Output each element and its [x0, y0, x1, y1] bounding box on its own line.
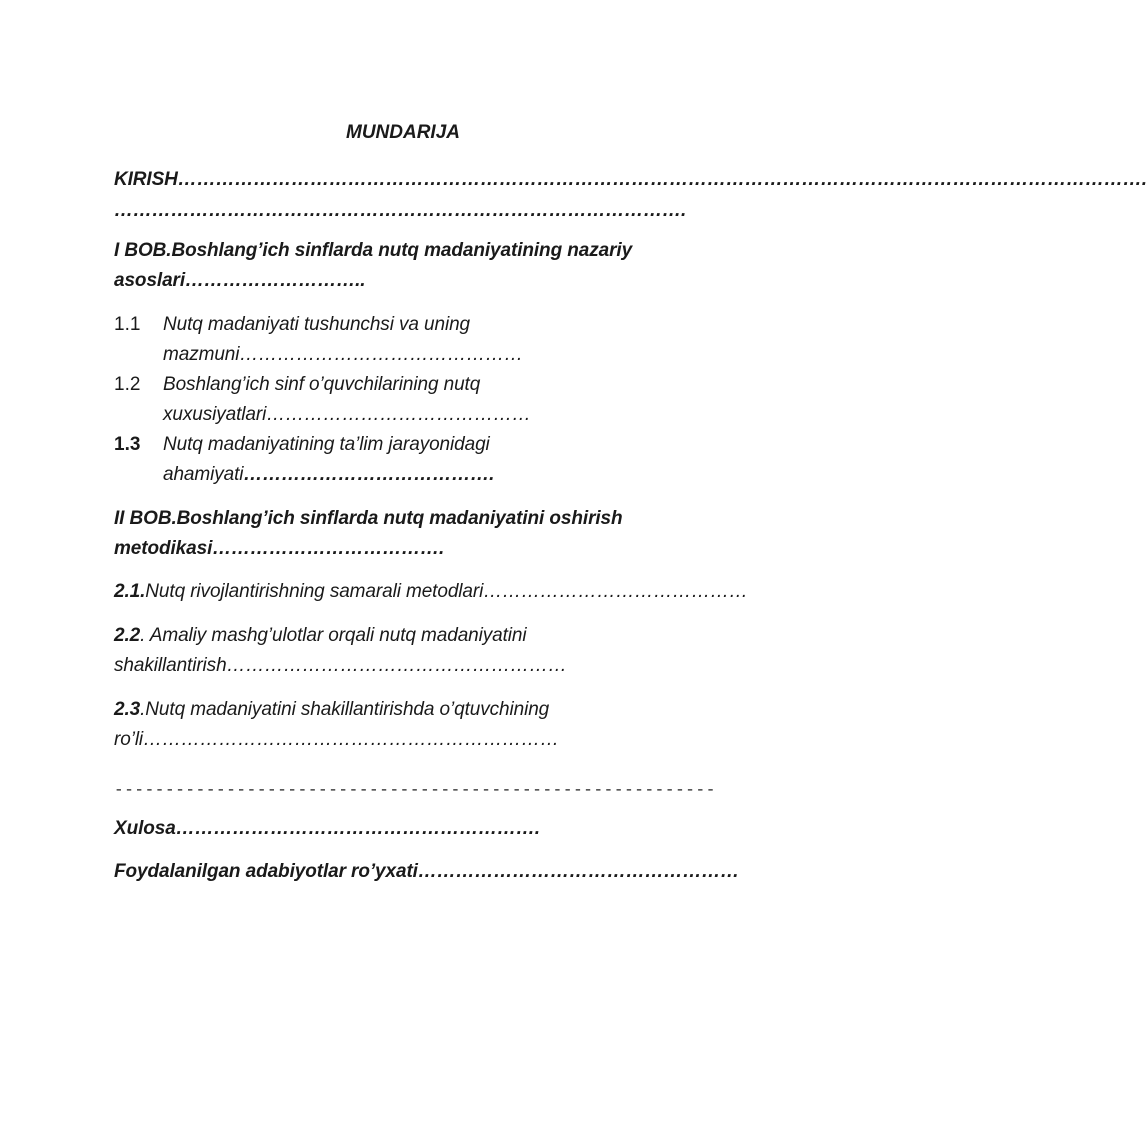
toc-section-number: 1.2 [114, 374, 141, 395]
toc-section-2-2-text: . Amaliy mashg’ulotlar orqali nutq madaniyatini [140, 625, 527, 646]
dashed-divider: ----------------------------------------------------------- [114, 781, 716, 799]
toc-section-1-3: Nutq madaniyatining ta’lim jarayonidagi [163, 434, 490, 455]
toc-section-1-3-cont [163, 463, 494, 487]
toc-section-2-3-cont: ro’li………………………………………………………… [114, 729, 559, 750]
toc-section-number: 2.3 [114, 699, 141, 720]
toc-chapter-1-title-cont: asoslari……………………….. [114, 270, 366, 291]
toc-entry-xulosa: Xulosa…………………………………………………. [114, 818, 540, 839]
toc-section-2-2-cont: shakillantirish……………………………………………… [114, 655, 567, 676]
toc-section-2-3-text: .Nutq madaniyatini shakillantirishda o’qtuvchining [140, 699, 550, 720]
toc-section-2-2 [114, 624, 527, 648]
toc-entry-adabiyotlar: Foydalanilgan adabiyotlar ro’yxati…………………………………………… [114, 861, 740, 882]
toc-section-1-3-text: ahamiyati [163, 464, 244, 485]
toc-section-1-2: Boshlang’ich sinf o’quvchilarining nutq [163, 374, 481, 395]
toc-section-1-3-dots: …………………………………. [243, 464, 495, 485]
toc-section-2-1 [114, 580, 748, 604]
toc-section-1-2-cont: xuxusiyatlari…………………………………… [163, 404, 531, 425]
toc-chapter-2-title: II BOB.Boshlang’ich sinflarda nutq madaniyatini oshirish [114, 508, 623, 529]
toc-section-number: 1.1 [114, 314, 141, 335]
toc-chapter-1-title: I BOB.Boshlang’ich sinflarda nutq madaniyatining nazariy [114, 240, 633, 261]
toc-section-number: 2.2 [114, 625, 141, 646]
toc-entry-kirish-dots: ………………………………………………………………………………. [114, 200, 687, 221]
toc-section-2-3 [114, 698, 549, 722]
toc-section-2-1-text: Nutq rivojlantirishning samarali metodlari…………………………………… [145, 581, 748, 602]
toc-section-1-1-cont: mazmuni……………………………………… [163, 344, 523, 365]
toc-chapter-2-title-cont: metodikasi………………………………. [114, 538, 445, 559]
toc-section-number: 2.1. [114, 581, 146, 602]
toc-section-number: 1.3 [114, 434, 141, 455]
toc-section-1-1: Nutq madaniyati tushunchsi va uning [163, 314, 471, 335]
toc-entry-kirish: KIRISH………………………………………………………………………………………………………………………………………. [114, 169, 1147, 190]
page-title: MUNDARIJA [346, 122, 460, 143]
